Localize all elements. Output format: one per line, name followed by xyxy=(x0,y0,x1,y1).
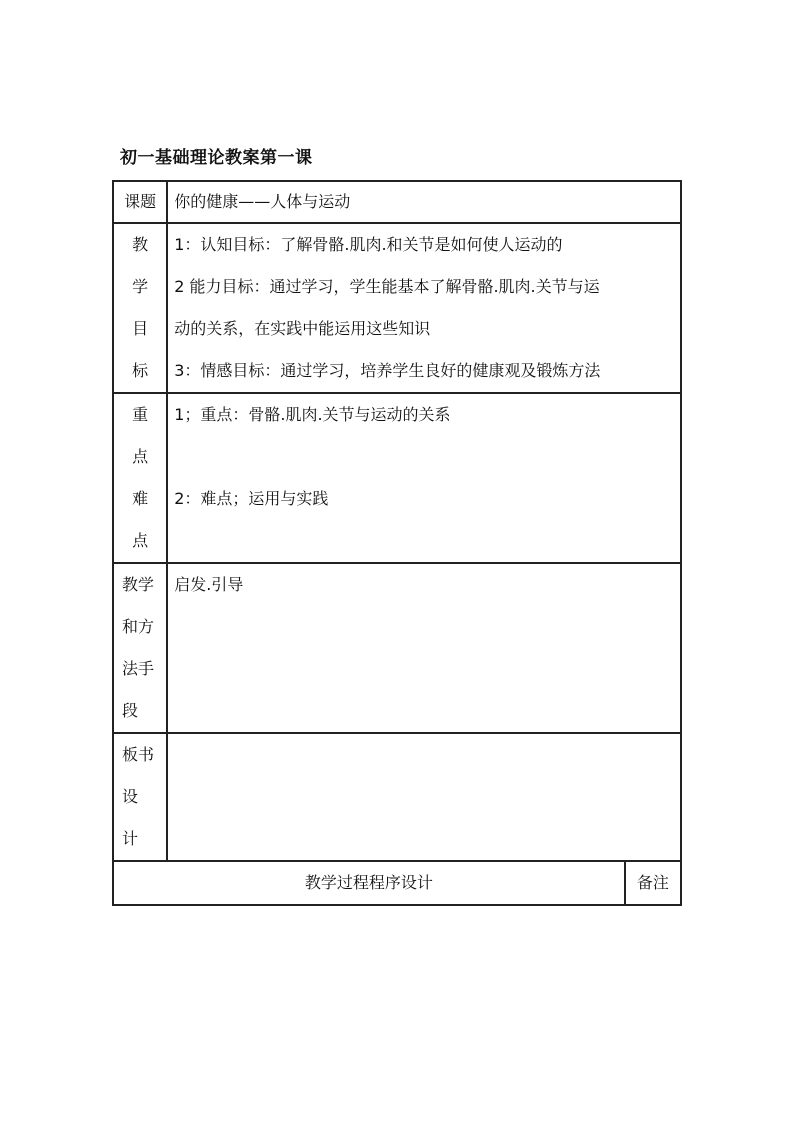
methods-label-line: 段 xyxy=(122,701,139,720)
topic-label: 课题 xyxy=(113,181,167,223)
board-label-line: 计 xyxy=(122,829,139,848)
key-points-label-char: 点 xyxy=(132,531,149,550)
board-design-content xyxy=(167,733,681,861)
methods-label xyxy=(113,563,167,733)
goal-line-emotional: 3：情感目标：通过学习，培养学生良好的健康观及锻炼方法 xyxy=(174,361,601,380)
methods-content xyxy=(167,563,681,733)
methods-label-line: 教学 xyxy=(122,575,155,594)
board-label-line: 板书 xyxy=(122,745,155,764)
methods-value: 启发.引导 xyxy=(174,575,244,594)
key-points-label xyxy=(113,393,167,563)
goals-content xyxy=(167,223,681,393)
methods-label-line: 和方 xyxy=(122,617,155,636)
key-points-content xyxy=(167,393,681,563)
key-points-label-char: 点 xyxy=(132,447,149,466)
goals-label-char: 目 xyxy=(132,319,149,338)
key-points-label-char: 重 xyxy=(132,405,149,424)
goals-label-char: 学 xyxy=(132,277,149,296)
goals-label-char: 标 xyxy=(132,361,149,380)
goals-row xyxy=(113,223,681,393)
goal-line-ability: 2 能力目标：通过学习，学生能基本了解骨骼.肌肉.关节与运 xyxy=(174,277,600,296)
spacer xyxy=(174,436,680,478)
document-title: 初一基础理论教案第一课 xyxy=(120,148,313,168)
board-design-label xyxy=(113,733,167,861)
topic-row xyxy=(113,181,681,223)
board-design-row xyxy=(113,733,681,861)
topic-value: 你的健康——人体与运动 xyxy=(167,181,681,223)
process-label: 教学过程程序设计 xyxy=(113,861,625,905)
goals-label-char: 教 xyxy=(132,235,149,254)
methods-row xyxy=(113,563,681,733)
key-points-label-char: 难 xyxy=(132,489,149,508)
lesson-plan-table xyxy=(112,180,682,906)
goals-label xyxy=(113,223,167,393)
goal-line-ability-cont: 动的关系，在实践中能运用这些知识 xyxy=(174,319,431,338)
process-row xyxy=(113,861,681,905)
key-point-line: 1；重点：骨骼.肌肉.关节与运动的关系 xyxy=(174,405,451,424)
board-label-line: 设 xyxy=(122,787,139,806)
methods-label-line: 法手 xyxy=(122,659,155,678)
goal-line-cognitive: 1：认知目标：了解骨骼.肌肉.和关节是如何使人运动的 xyxy=(174,235,563,254)
notes-label: 备注 xyxy=(625,861,681,905)
key-points-row xyxy=(113,393,681,563)
difficult-point-line: 2：难点；运用与实践 xyxy=(174,489,329,508)
